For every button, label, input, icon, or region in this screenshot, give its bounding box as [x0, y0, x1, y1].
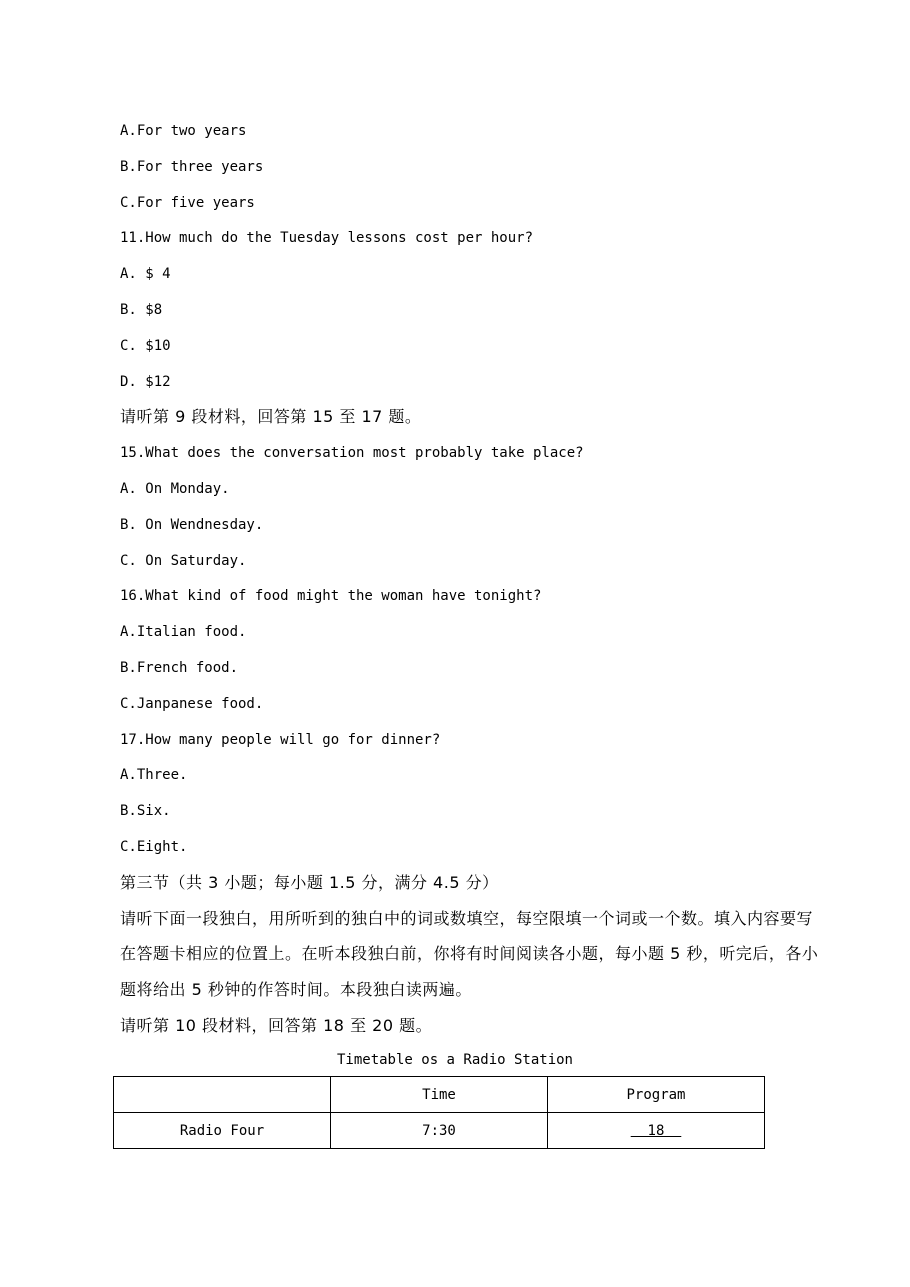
line-q11: 11.How much do the Tuesday lessons cost per hour? [120, 230, 534, 246]
line-instr-9: 请听第 9 段材料，回答第 15 至 17 题。 [120, 407, 422, 426]
line-q10-a: A.For two years [120, 123, 247, 139]
line-q10-c: C.For five years [120, 195, 255, 211]
table-header-cell-program: Program [548, 1077, 765, 1113]
line-q11-c: C. $10 [120, 338, 171, 354]
line-q11-b: B. $8 [120, 302, 163, 318]
table-header-row [114, 1077, 765, 1113]
line-q17: 17.How many people will go for dinner? [120, 732, 441, 748]
table-cell-time: 7:30 [331, 1113, 548, 1149]
line-q16: 16.What kind of food might the woman have tonight? [120, 588, 542, 604]
line-q11-d: D. $12 [120, 374, 171, 390]
table-header-cell-time: Time [331, 1077, 548, 1113]
line-para-3: 题将给出 5 秒钟的作答时间。本段独白读两遍。 [120, 980, 472, 999]
line-q17-b: B.Six. [120, 803, 171, 819]
table-cell-program [548, 1113, 765, 1149]
line-q15-a: A. On Monday. [120, 481, 230, 497]
line-q16-c: C.Janpanese food. [120, 696, 264, 712]
line-section3: 第三节（共 3 小题；每小题 1.5 分，满分 4.5 分） [120, 873, 499, 892]
timetable-caption: Timetable os a Radio Station [336, 1052, 573, 1068]
answer-blank-18: 18 [630, 1122, 682, 1139]
table-header-cell-empty [114, 1077, 331, 1113]
line-q17-c: C.Eight. [120, 839, 188, 855]
timetable-table [113, 1076, 765, 1149]
table-row [114, 1113, 765, 1149]
line-q11-a: A. $ 4 [120, 266, 171, 282]
line-instr-10: 请听第 10 段材料，回答第 18 至 20 题。 [120, 1016, 433, 1035]
line-q15: 15.What does the conversation most probably take place? [120, 445, 584, 461]
line-para-2: 在答题卡相应的位置上。在听本段独白前，你将有时间阅读各小题，每小题 5 秒，听完后，各小 [120, 944, 819, 963]
line-q10-b: B.For three years [120, 159, 264, 175]
line-q17-a: A.Three. [120, 767, 188, 783]
line-q15-b: B. On Wendnesday. [120, 517, 264, 533]
line-q16-a: A.Italian food. [120, 624, 247, 640]
line-para-1: 请听下面一段独白，用所听到的独白中的词或数填空，每空限填一个词或一个数。填入内容要写 [120, 909, 814, 928]
line-q16-b: B.French food. [120, 660, 239, 676]
table-cell-station: Radio Four [114, 1113, 331, 1149]
line-q15-c: C. On Saturday. [120, 553, 247, 569]
